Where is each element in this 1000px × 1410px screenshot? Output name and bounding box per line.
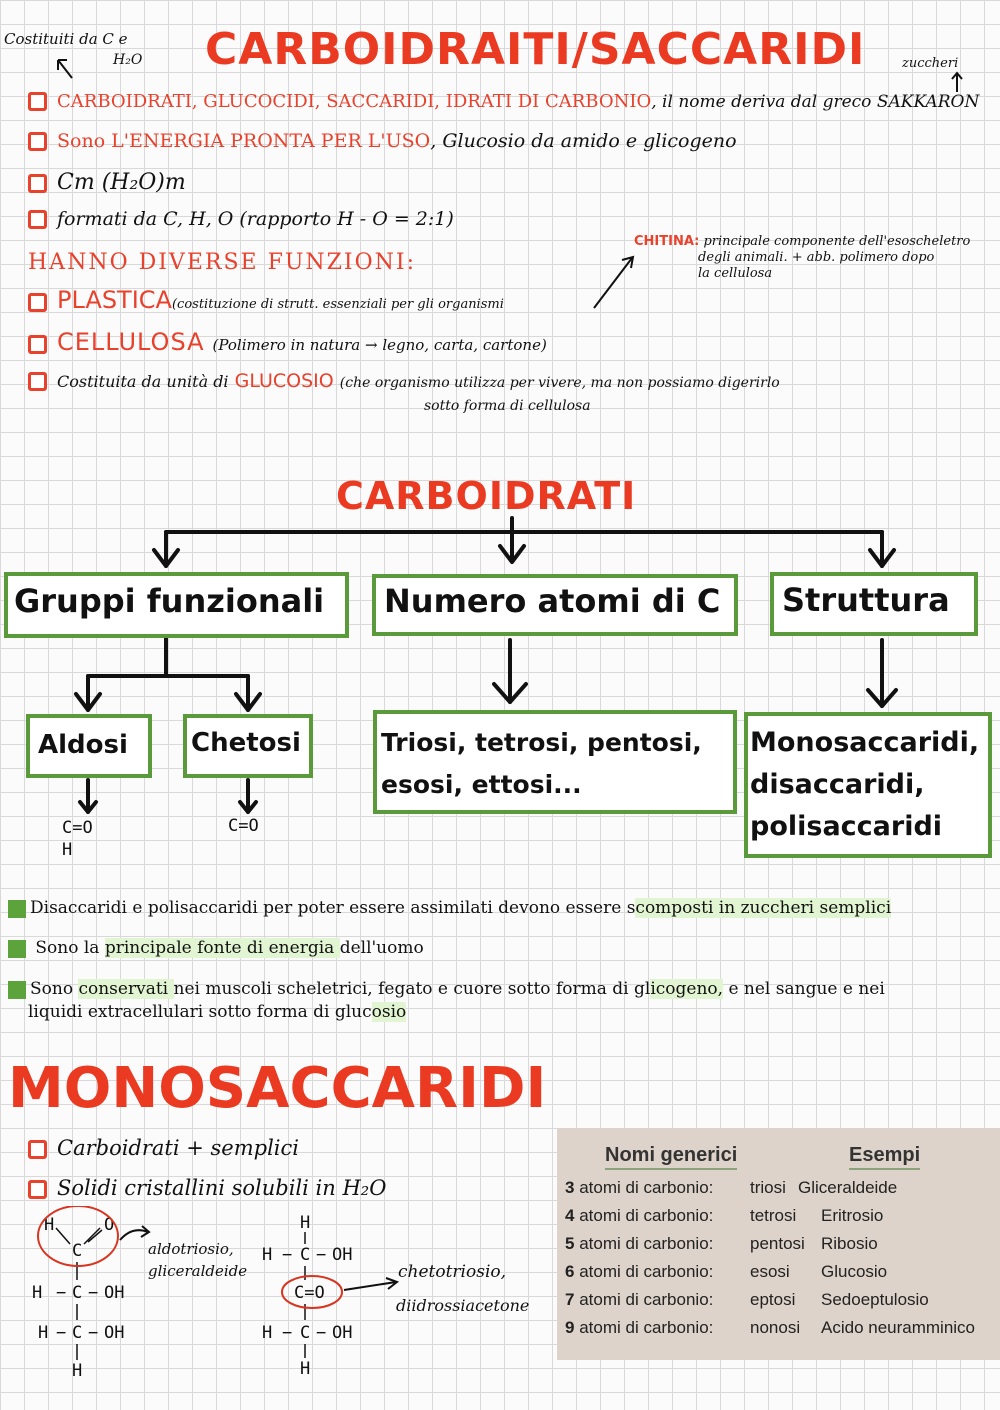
table-row — [565, 1290, 713, 1310]
svg-text:H: H — [262, 1323, 273, 1343]
row-example: Glucosio — [821, 1262, 888, 1281]
bullet-4-black: formati da C, H, O (rapporto H - O = 2:1) — [57, 208, 454, 230]
cellulosa-label: CELLULOSA — [57, 328, 205, 356]
bullet-2-red: Sono L'ENERGIA PRONTA PER L'USO — [57, 130, 431, 152]
green-square-icon — [8, 940, 26, 958]
box-aldosi — [26, 714, 152, 778]
row-n: 4 — [565, 1206, 575, 1225]
box-gruppi-label: Gruppi funzionali — [14, 582, 325, 620]
row-example: Acido neuramminico — [821, 1318, 976, 1337]
row-n: 5 — [565, 1234, 575, 1253]
row-n: 6 — [565, 1262, 575, 1281]
svg-text:−: − — [316, 1323, 327, 1343]
row-text: atomi di carbonio: — [574, 1262, 714, 1281]
svg-text:OH: OH — [332, 1245, 353, 1265]
svg-text:−: − — [88, 1323, 99, 1343]
cheto-arrow-icon — [342, 1276, 402, 1298]
box-triosi-line2: esosi, ettosi... — [381, 770, 582, 799]
row-text: atomi di carbonio: — [574, 1290, 714, 1309]
mono-bullet-1 — [28, 1136, 299, 1160]
glucosio-post-1: (che organismo utilizza per vivere, ma non possiamo digerirlo — [339, 375, 780, 391]
box-triosi-line1: Triosi, tetrosi, pentosi, — [381, 728, 702, 757]
table-row — [565, 1234, 713, 1254]
fact-2 — [8, 938, 424, 958]
svg-text:H: H — [72, 1361, 83, 1381]
row-text: atomi di carbonio: — [574, 1318, 714, 1337]
svg-text:OH: OH — [104, 1323, 125, 1343]
note-zuccheri: zuccheri — [902, 56, 959, 71]
svg-text:H: H — [38, 1323, 49, 1343]
green-square-icon — [8, 900, 26, 918]
mono-bullet-2-text: Solidi cristallini solubili in H₂O — [57, 1176, 387, 1200]
note-h2o: H₂O — [113, 52, 143, 68]
box-mono-line2: disaccaridi, — [750, 769, 925, 800]
fact-2-c: dell'uomo — [339, 938, 424, 958]
row-text: atomi di carbonio: — [574, 1178, 714, 1197]
box-triosi — [373, 710, 737, 814]
box-aldosi-label: Aldosi — [38, 730, 128, 760]
aldo-arrow-icon — [118, 1218, 152, 1248]
row-n: 9 — [565, 1318, 575, 1337]
box-struttura-label: Struttura — [782, 581, 950, 619]
row-example: Eritrosio — [821, 1206, 884, 1225]
fact-3-g: osio — [371, 1002, 407, 1022]
row-example: Ribosio — [821, 1234, 878, 1253]
svg-text:H: H — [32, 1283, 43, 1303]
svg-text:OH: OH — [332, 1323, 353, 1343]
bullet-1-black: , il nome deriva dal greco SAKKARON — [651, 92, 980, 112]
bullet-3-black: Cm (H₂O)m — [57, 170, 186, 195]
svg-text:C: C — [72, 1283, 83, 1303]
aldosi-formula-h: H — [62, 840, 73, 860]
glucosio-pre: Costituita da unità di — [57, 372, 229, 391]
che-note-1: chetotriosio, — [398, 1262, 507, 1282]
glucosio-post-2: sotto forma di cellulosa — [424, 398, 591, 414]
ald-note-1: aldotriosio, — [148, 1240, 234, 1258]
ald-note-2: gliceraldeide — [148, 1262, 248, 1280]
box-gruppi-funzionali — [4, 572, 349, 638]
row-n: 3 — [565, 1178, 575, 1197]
fact-1-a: Disaccaridi e polisaccaridi per poter essere assimilati devono essere s — [30, 898, 636, 918]
fact-3-a: Sono — [30, 979, 79, 999]
svg-text:C: C — [72, 1241, 83, 1261]
fact-3-b: conservati — [78, 979, 174, 999]
row-name: triosi — [750, 1178, 786, 1197]
glucosio-red: GLUCOSIO — [234, 370, 334, 392]
functions-heading: HANNO DIVERSE FUNZIONI: — [28, 250, 416, 275]
row-text: atomi di carbonio: — [574, 1206, 714, 1225]
aldosi-formula: C=O — [62, 818, 93, 838]
svg-text:OH: OH — [104, 1283, 125, 1303]
row-example: Gliceraldeide — [798, 1178, 898, 1197]
box-mono-line3: polisaccaridi — [750, 811, 943, 842]
svg-text:−: − — [88, 1283, 99, 1303]
row-n: 7 — [565, 1290, 575, 1309]
chetosi-formula: C=O — [228, 816, 259, 836]
chitina-text-3: la cellulosa — [698, 266, 773, 281]
table-header-nomi: Nomi generici — [605, 1144, 737, 1170]
row-name: pentosi — [750, 1234, 805, 1253]
fact-1-b: composti in zuccheri semplici — [635, 898, 892, 918]
fact-3-f: liquidi extracellulari sotto forma di gluc — [28, 1002, 372, 1022]
box-chetosi — [183, 714, 313, 778]
box-mono-line1: Monosaccaridi, — [750, 727, 980, 758]
monosaccharide-table — [557, 1128, 1000, 1360]
box-numero-label: Numero atomi di C — [384, 582, 721, 620]
svg-text:C: C — [72, 1323, 83, 1343]
note-costituiti-line1: Costituiti da C e — [4, 30, 128, 48]
box-chetosi-label: Chetosi — [191, 728, 301, 758]
row-name: nonosi — [750, 1318, 801, 1337]
svg-text:C: C — [300, 1323, 311, 1343]
box-numero-atomi — [372, 574, 738, 636]
svg-text:−: − — [316, 1245, 327, 1265]
mono-bullet-2 — [28, 1176, 386, 1200]
svg-text:−: − — [56, 1283, 67, 1303]
fact-3-c: nei muscoli scheletrici, fegato e cuore sotto forma di gl — [173, 979, 651, 999]
bullet-2-black: , Glucosio da amido e glicogeno — [430, 130, 737, 152]
box-monosaccaridi — [744, 712, 992, 858]
monosaccaridi-title: MONOSACCARIDI — [8, 1056, 547, 1121]
row-name: eptosi — [750, 1290, 796, 1309]
svg-text:H: H — [300, 1359, 311, 1379]
fact-2-b: principale fonte di energia — [104, 938, 340, 958]
table-row — [565, 1318, 713, 1338]
svg-text:−: − — [282, 1323, 293, 1343]
row-name: esosi — [750, 1262, 790, 1281]
svg-text:C=O: C=O — [294, 1283, 325, 1303]
plastica-desc: (costituzione di strutt. essenziali per gli organismi — [171, 297, 504, 312]
svg-text:C: C — [300, 1245, 311, 1265]
plastica-label: PLASTICA — [57, 286, 172, 314]
page-title: CARBOIDRAITI/SACCARIDI — [205, 24, 866, 75]
chitina-label: CHITINA: — [634, 234, 700, 249]
svg-text:H: H — [300, 1213, 311, 1233]
svg-text:H: H — [44, 1215, 55, 1235]
mono-bullet-1-text: Carboidrati + semplici — [57, 1136, 300, 1160]
table-row — [565, 1262, 713, 1282]
row-example: Sedoeptulosio — [821, 1290, 929, 1309]
box-struttura — [770, 572, 978, 636]
chitina-text-1: principale componente dell'esoscheletro — [703, 234, 971, 249]
svg-text:H: H — [262, 1245, 273, 1265]
checkbox-icon — [28, 1140, 47, 1159]
svg-text:O: O — [104, 1215, 115, 1235]
table-row — [565, 1206, 713, 1226]
green-square-icon — [8, 981, 26, 999]
cellulosa-desc: (Polimero in natura → legno, carta, cartone) — [212, 336, 547, 354]
svg-text:−: − — [282, 1245, 293, 1265]
chitina-text-2: degli animali. + abb. polimero dopo — [698, 250, 935, 265]
bullet-1-red: CARBOIDRATI, GLUCOCIDI, SACCARIDI, IDRATI DI CARBONIO — [57, 91, 652, 112]
diagram-root-title: CARBOIDRATI — [336, 474, 637, 518]
svg-text:−: − — [56, 1323, 67, 1343]
che-note-2: diidrossiacetone — [396, 1296, 530, 1315]
table-row — [565, 1178, 713, 1198]
row-text: atomi di carbonio: — [574, 1234, 714, 1253]
fact-1 — [8, 898, 891, 918]
table-header-esempi: Esempi — [849, 1144, 920, 1170]
fact-2-a: Sono la — [35, 938, 105, 958]
row-name: tetrosi — [750, 1206, 797, 1225]
checkbox-icon — [28, 1180, 47, 1199]
fact-3 — [8, 978, 998, 1024]
fact-3-e: e nel sangue e nei — [723, 979, 885, 999]
fact-3-d: icogeno, — [650, 979, 724, 999]
